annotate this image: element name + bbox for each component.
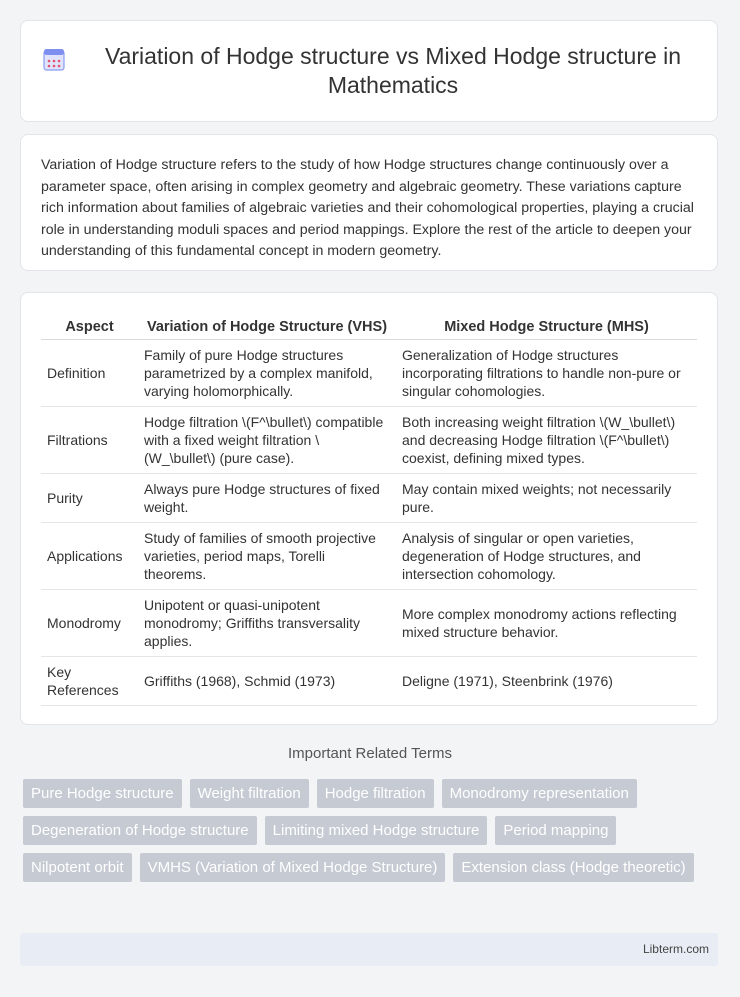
related-term-tag[interactable]: Monodromy representation [442, 779, 637, 808]
cell-aspect: Filtrations [41, 407, 138, 474]
comparison-table [41, 315, 697, 706]
cell-aspect: Monodromy [41, 590, 138, 657]
related-term-tag[interactable]: Pure Hodge structure [23, 779, 182, 808]
cell-vhs: Unipotent or quasi-unipotent monodromy; Griffiths transversality applies. [138, 590, 396, 657]
cell-mhs: Generalization of Hodge structures incorporating filtrations to handle non-pure or singular cohomologies. [396, 340, 697, 407]
table-header-row [41, 315, 697, 340]
footer [20, 933, 718, 966]
cell-vhs: Griffiths (1968), Schmid (1973) [138, 657, 396, 706]
related-terms-title: Important Related Terms [288, 745, 452, 762]
footer-site-link[interactable]: Libterm.com [642, 942, 709, 956]
table-row [41, 407, 697, 474]
cell-mhs: May contain mixed weights; not necessarily pure. [396, 474, 697, 523]
cell-mhs: Deligne (1971), Steenbrink (1976) [396, 657, 697, 706]
related-term-tag[interactable]: Extension class (Hodge theoretic) [453, 853, 693, 882]
comparison-card [20, 292, 718, 725]
related-term-tag[interactable]: Nilpotent orbit [23, 853, 132, 882]
related-term-tag[interactable]: Period mapping [495, 816, 616, 845]
related-term-tag[interactable]: Degeneration of Hodge structure [23, 816, 257, 845]
table-row [41, 340, 697, 407]
cell-aspect: Applications [41, 523, 138, 590]
cell-mhs: More complex monodromy actions reflecting mixed structure behavior. [396, 590, 697, 657]
table-row [41, 474, 697, 523]
page-title: Variation of Hodge structure vs Mixed Hodge structure in Mathematics [104, 43, 682, 98]
cell-vhs: Study of families of smooth projective varieties, period maps, Torelli theorems. [138, 523, 396, 590]
table-row [41, 657, 697, 706]
related-term-tag[interactable]: Limiting mixed Hodge structure [265, 816, 488, 845]
cell-vhs: Family of pure Hodge structures parametrized by a complex manifold, varying holomorphically. [138, 340, 396, 407]
cell-aspect: Key References [41, 657, 138, 706]
related-term-tag[interactable]: Weight filtration [190, 779, 309, 808]
header-aspect: Aspect [41, 315, 138, 340]
header-vhs: Variation of Hodge Structure (VHS) [138, 315, 396, 340]
related-term-tag[interactable]: VMHS (Variation of Mixed Hodge Structure) [140, 853, 446, 882]
header-mhs: Mixed Hodge Structure (MHS) [396, 315, 697, 340]
intro-card [20, 134, 718, 271]
cell-mhs: Both increasing weight filtration \(W_\bullet\) and decreasing Hodge filtration \(F^\bullet\) coexist, defining mixed types. [396, 407, 697, 474]
cell-aspect: Definition [41, 340, 138, 407]
cell-vhs: Hodge filtration \(F^\bullet\) compatible with a fixed weight filtration \(W_\bullet\) (pure case). [138, 407, 396, 474]
cell-aspect: Purity [41, 474, 138, 523]
document-icon [41, 46, 67, 72]
related-term-tag[interactable]: Hodge filtration [317, 779, 434, 808]
intro-paragraph: Variation of Hodge structure refers to the study of how Hodge structures change continuously over a parameter space, often arising in complex geometry and algebraic geometry. These variations capture rich information about families of algebraic varieties and their cohomological properties, playing a crucial role in understanding moduli spaces and period mappings. Explore the rest of the article to deepen your understanding of this fundamental concept in modern geometry. [41, 157, 694, 259]
title-wrap [41, 42, 697, 100]
table-row [41, 523, 697, 590]
related-terms-list [23, 779, 723, 882]
cell-mhs: Analysis of singular or open varieties, degeneration of Hodge structures, and intersection cohomology. [396, 523, 697, 590]
header-card [20, 20, 718, 122]
cell-vhs: Always pure Hodge structures of fixed weight. [138, 474, 396, 523]
table-row [41, 590, 697, 657]
